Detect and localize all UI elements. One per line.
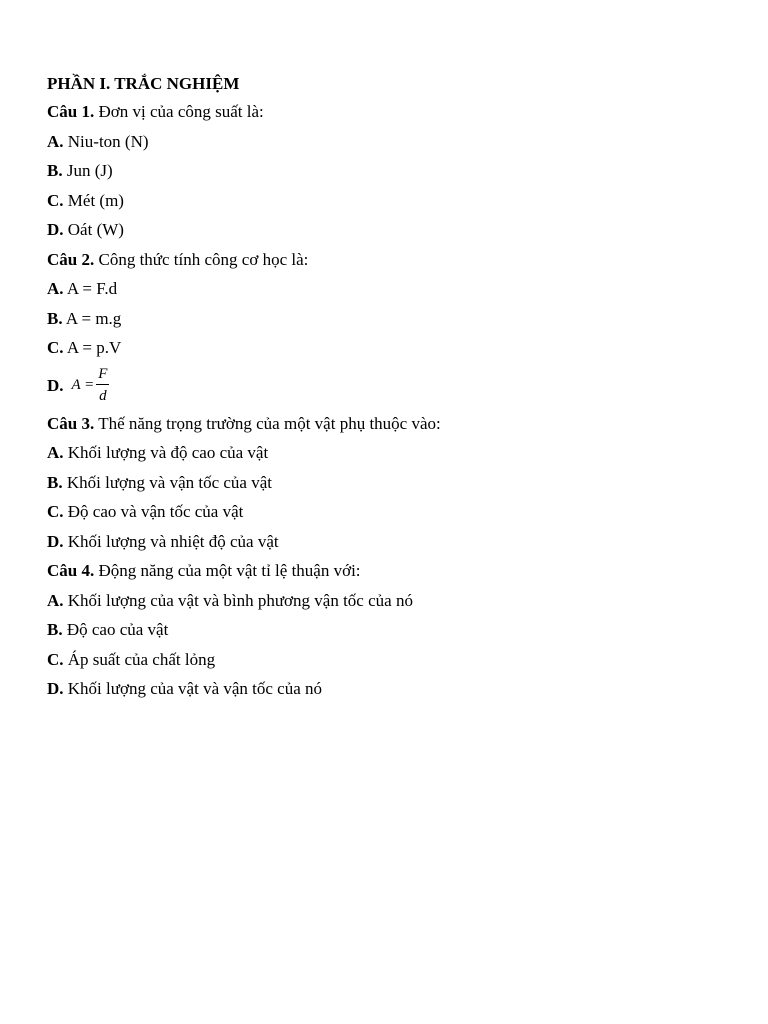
- option-1b: [47, 156, 727, 186]
- option-letter: D.: [47, 531, 64, 551]
- option-2d: [47, 363, 727, 409]
- fraction: [96, 364, 109, 407]
- option-text: Khối lượng và độ cao của vật: [67, 443, 269, 462]
- section-title: PHẦN I. TRẮC NGHIỆM: [47, 74, 240, 93]
- option-3b: [47, 468, 727, 498]
- option-text: Khối lượng của vật và vận tốc của nó: [67, 679, 323, 698]
- option-letter: B.: [47, 161, 63, 180]
- option-1d: [47, 215, 727, 245]
- option-letter: B.: [47, 308, 63, 328]
- option-text: Khối lượng của vật và bình phương vận tốc của nó: [67, 590, 413, 610]
- question-text: Thế năng trọng trường của một vật phụ thuộc vào:: [98, 413, 441, 433]
- question-4: [47, 556, 727, 586]
- formula-lhs: A =: [71, 377, 95, 393]
- fraction-formula: [72, 364, 110, 407]
- option-letter: D.: [47, 220, 64, 239]
- option-text: A = m.g: [65, 308, 122, 328]
- option-letter: A.: [47, 590, 64, 610]
- question-label: Câu 2.: [47, 249, 95, 269]
- option-4c: [47, 645, 727, 675]
- option-letter: D.: [47, 679, 64, 698]
- option-text: Độ cao và vận tốc của vật: [67, 502, 244, 521]
- option-3d: [47, 527, 727, 557]
- option-4a: [47, 586, 727, 616]
- option-2c: [47, 333, 727, 363]
- question-2: [47, 245, 727, 275]
- option-letter: C.: [47, 338, 64, 357]
- option-text: Khối lượng và nhiệt độ của vật: [67, 531, 279, 551]
- option-text: Jun (J): [66, 161, 113, 180]
- option-letter: B.: [47, 472, 63, 492]
- option-letter: C.: [47, 649, 64, 669]
- question-3: [47, 409, 727, 439]
- option-text: A = p.V: [66, 338, 122, 357]
- option-text: Mét (m): [67, 190, 124, 210]
- option-letter: D.: [47, 375, 64, 395]
- option-3a: [47, 438, 727, 468]
- fraction-denominator: d: [99, 388, 107, 404]
- option-text: Oát (W): [67, 220, 124, 239]
- option-letter: A.: [47, 279, 64, 298]
- option-1a: [47, 127, 727, 157]
- document-page: [47, 71, 727, 704]
- option-4d: [47, 674, 727, 704]
- option-text: Niu-ton (N): [67, 131, 149, 151]
- option-letter: C.: [47, 190, 64, 210]
- option-text: Áp suất của chất lỏng: [67, 649, 216, 669]
- option-letter: B.: [47, 620, 63, 639]
- option-letter: C.: [47, 502, 64, 521]
- question-text: Đơn vị của công suất là:: [98, 102, 264, 121]
- option-letter: A.: [47, 131, 64, 151]
- option-text: A = F.d: [66, 279, 118, 298]
- question-text: Công thức tính công cơ học là:: [98, 249, 309, 269]
- question-1: [47, 97, 727, 127]
- option-1c: [47, 186, 727, 216]
- option-text: Khối lượng và vận tốc của vật: [66, 472, 272, 492]
- question-label: Câu 1.: [47, 102, 95, 121]
- option-4b: [47, 615, 727, 645]
- option-letter: A.: [47, 443, 64, 462]
- option-text: Độ cao của vật: [66, 620, 169, 639]
- question-text: Động năng của một vật tỉ lệ thuận với:: [98, 561, 361, 580]
- option-2b: [47, 304, 727, 334]
- option-3c: [47, 497, 727, 527]
- question-label: Câu 3.: [47, 413, 95, 433]
- fraction-numerator: F: [96, 364, 109, 385]
- option-2a: [47, 274, 727, 304]
- question-label: Câu 4.: [47, 561, 95, 580]
